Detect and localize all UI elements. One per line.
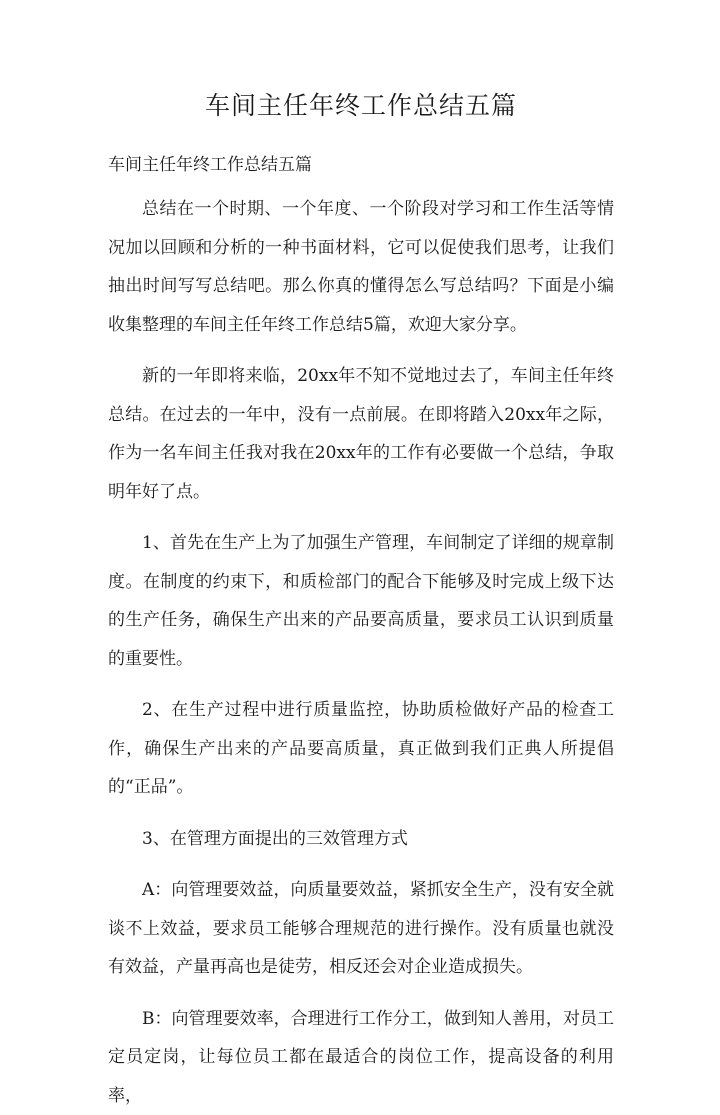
document-subtitle: 车间主任年终工作总结五篇 <box>108 150 614 180</box>
paragraph-item-1: 1、首先在生产上为了加强生产管理，车间制定了详细的规章制度。在制度的约束下，和质检部门的配合下能够及时完成上级下达的生产任务，确保生产出来的产品要高质量，要求员工认识到质量的重要性。 <box>108 524 614 678</box>
paragraph-item-3: 3、在管理方面提出的三效管理方式 <box>108 820 614 859</box>
paragraph-item-2: 2、在生产过程中进行质量监控，协助质检做好产品的检查工作，确保生产出来的产品要高质量，真正做到我们正典人所提倡的“正品”。 <box>108 691 614 807</box>
paragraph-item-b: B：向管理要效率，合理进行工作分工，做到知人善用，对员工定员定岗，让每位员工都在最适合的岗位工作，提高设备的利用率， <box>108 1000 614 1115</box>
paragraph-intro: 总结在一个时期、一个年度、一个阶段对学习和工作生活等情况加以回顾和分析的一种书面材料，它可以促使我们思考，让我们抽出时间写写总结吧。那么你真的懂得怎么写总结吗？下面是小编收集整理的车间主任年终工作总结5篇，欢迎大家分享。 <box>108 190 614 344</box>
paragraph-new-year: 新的一年即将来临，20xx年不知不觉地过去了，车间主任年终总结。在过去的一年中，没有一点前展。在即将踏入20xx年之际，作为一名车间主任我对我在20xx年的工作有必要做一个总结，争取明年好了点。 <box>108 357 614 511</box>
document-title: 车间主任年终工作总结五篇 <box>108 88 614 124</box>
paragraph-item-a: A：向管理要效益，向质量要效益，紧抓安全生产，没有安全就谈不上效益，要求员工能够合理规范的进行操作。没有质量也就没有效益，产量再高也是徒劳，相反还会对企业造成损失。 <box>108 871 614 987</box>
